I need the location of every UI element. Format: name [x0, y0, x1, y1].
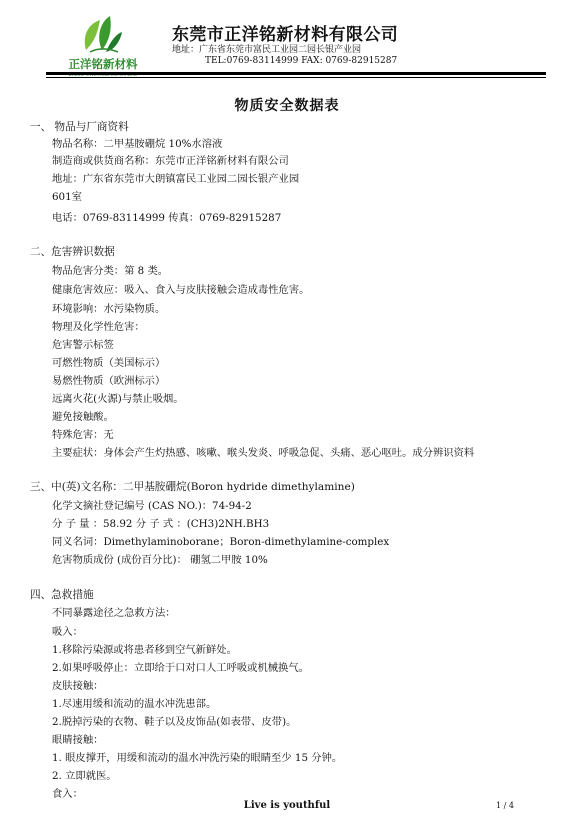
text-line: 物品名称：二甲基胺硼烷 10%水溶液 — [52, 138, 223, 150]
text-line: 避免接触酸。 — [52, 411, 114, 423]
text-line: 特殊危害：无 — [52, 429, 114, 441]
text-line: 食入： — [52, 788, 83, 800]
text-line: 2.脱掉污染的衣物、鞋子以及皮饰品(如表带、皮带)。 — [52, 716, 297, 728]
text-line: 环境影响：水污染物质。 — [52, 303, 166, 315]
text-line: 眼睛接触： — [52, 734, 104, 746]
text-line: 物品危害分类：第 8 类。 — [52, 265, 169, 277]
text-line: 1.尽速用缓和流动的温水冲洗患部。 — [52, 698, 217, 710]
section-heading: 一、 物品与厂商资料 — [30, 121, 129, 133]
text-line: 化学文摘社登记编号 (CAS NO.)：74-94-2 — [52, 500, 252, 512]
text-line: 危害警示标签 — [52, 339, 114, 351]
footer-slogan: Live is youthful — [243, 800, 331, 811]
text-line: 1.移除污染源或将患者移到空气新鲜处。 — [52, 644, 237, 656]
logo-name: 正洋铭新材料 — [68, 57, 138, 71]
text-line: 物理及化学性危害： — [52, 321, 145, 333]
text-line: 电话：0769-83114999 传真：0769-82915287 — [52, 212, 282, 224]
page-number: 1 / 4 — [496, 801, 514, 810]
company-name: 东莞市正洋铭新材料有限公司 — [172, 25, 399, 45]
text-line: 健康危害效应：吸入、食入与皮肤接触会造成毒性危害。 — [52, 284, 310, 296]
text-line: 地址：广东省东莞市大朗镇富民工业园二园长银产业园 — [52, 173, 300, 185]
text-line: 易燃性物质（欧洲标示） — [52, 375, 166, 387]
section-heading: 二、危害辨识数据 — [30, 246, 115, 258]
text-line: 皮肤接触： — [52, 680, 104, 692]
company-tel-fax: TEL:0769-83114999 FAX: 0769-82915287 — [205, 56, 398, 66]
document-title: 物质安全数据表 — [234, 98, 340, 114]
text-line: 制造商或供货商名称：东莞市正洋铭新材料有限公司 — [52, 155, 289, 167]
section-heading: 四、急救措施 — [30, 589, 94, 601]
text-line: 同义名词：Dimethylaminoborane；Boron-dimethylamine-complex — [52, 536, 390, 548]
company-address: 地址：广东省东莞市富民工业园二园长银产业园 — [172, 45, 362, 55]
text-line: 不同暴露途径之急救方法： — [52, 607, 176, 619]
text-line: 吸入： — [52, 626, 83, 638]
text-line: 2.如果呼吸停止：立即给于口对口人工呼吸或机械换气。 — [52, 662, 309, 674]
text-line: 远离火花(火源)与禁止吸烟。 — [52, 393, 184, 405]
text-line: 2. 立即就医。 — [52, 770, 117, 782]
text-line: 危害物质成份 (成份百分比)： 硼氢二甲胺 10% — [52, 554, 268, 566]
text-line: 分 子 量 ：58.92 分 子 式 ：(CH3)2NH.BH3 — [52, 518, 270, 530]
text-line: 601室 — [52, 191, 82, 203]
section-heading: 三、中(英)文名称：二甲基胺硼烷(Boron hydride dimethylamine) — [30, 481, 355, 493]
text-line: 1. 眼皮撑开，用缓和流动的温水冲洗污染的眼睛至少 15 分钟。 — [52, 752, 343, 764]
text-line: 主要症状：身体会产生灼热感、咳嗽、喉头发炎、呼吸急促、头痛、恶心呕吐。成分辨识资料 — [52, 447, 475, 459]
text-line: 可燃性物质（美国标示） — [52, 357, 166, 369]
